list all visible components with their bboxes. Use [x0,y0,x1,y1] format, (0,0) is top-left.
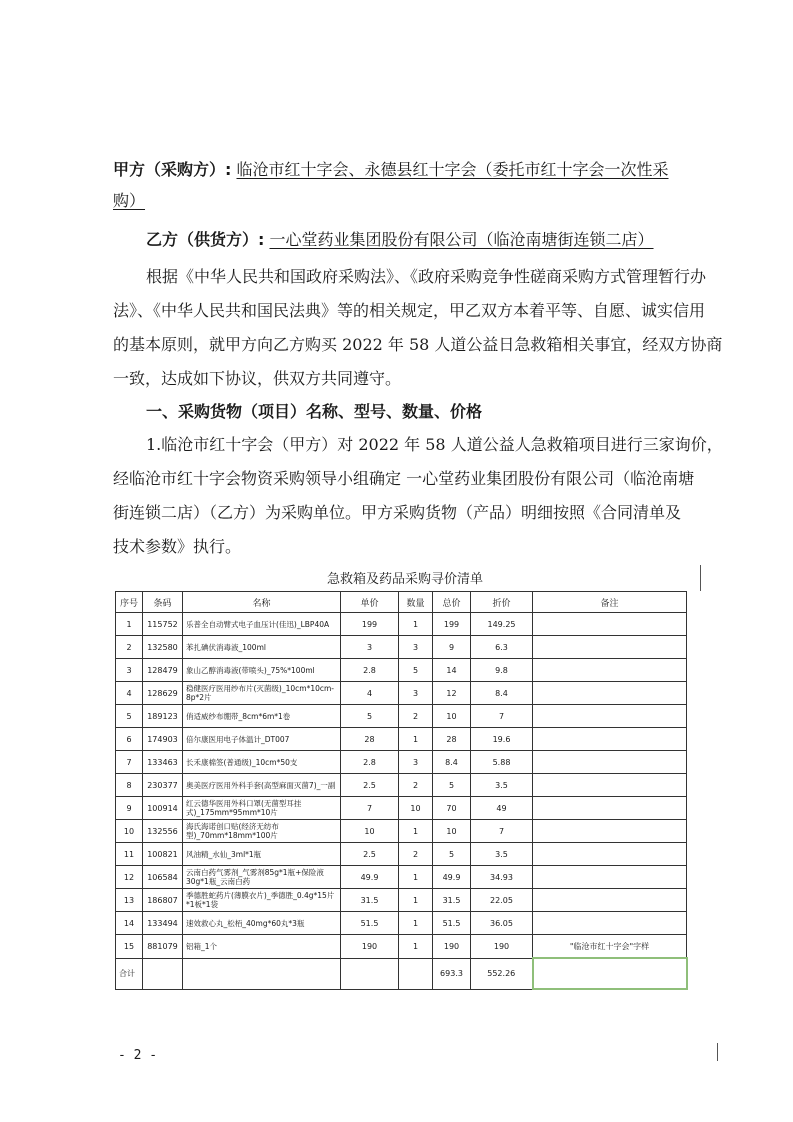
row-total: 10 [433,820,471,843]
row-no: 14 [116,912,143,935]
table-row [116,682,687,705]
note-cell-highlight [533,958,687,989]
row-qty: 2 [399,843,433,866]
row-discount: 49 [471,797,533,820]
row-price: 2.8 [341,751,399,774]
table-row [116,751,687,774]
row-note [533,728,687,751]
row-name: 长禾康棉签(普通级)_10cm*50支 [183,751,341,774]
table-row [116,912,687,935]
row-qty: 10 [399,797,433,820]
party-a-label: 甲方（采购方）: [113,160,232,179]
row-code: 106584 [143,866,183,889]
item1-line: 1.临沧市红十字会（甲方）对 2022 年 58 人道公益人急救箱项目进行三家询价， [146,435,723,454]
table-row [116,843,687,866]
table-row [116,820,687,843]
row-code: 115752 [143,613,183,636]
row-discount: 9.8 [471,659,533,682]
row-price: 7 [341,797,399,820]
party-b-line [146,229,654,251]
row-total: 28 [433,728,471,751]
row-note [533,613,687,636]
row-price: 2.8 [341,659,399,682]
row-name: 季德胜蛇药片(薄膜衣片)_季德胜_0.4g*15片*1板*1袋 [183,889,341,912]
row-name: 倍尔康医用电子体温计_DT007 [183,728,341,751]
row-code: 881079 [143,935,183,959]
header-no: 序号 [116,592,143,613]
row-price: 49.9 [341,866,399,889]
header-name: 名称 [183,592,341,613]
row-note [533,751,687,774]
row-name: 稳健医疗医用纱布片(灭菌级)_10cm*10cm-8p*2片 [183,682,341,705]
party-b-label: 乙方（供货方）: [146,230,265,249]
row-price: 31.5 [341,889,399,912]
row-note [533,774,687,797]
row-no: 1 [116,613,143,636]
empty-cell [143,958,183,989]
row-name: 苯扎碘伏消毒液_100ml [183,636,341,659]
row-note [533,912,687,935]
row-total: 14 [433,659,471,682]
table-title: 急救箱及药品采购寻价清单 [326,572,483,587]
header-discount: 折价 [471,592,533,613]
row-note [533,820,687,843]
row-code: 186807 [143,889,183,912]
row-qty: 1 [399,728,433,751]
row-discount: 19.6 [471,728,533,751]
party-b-name: 一心堂药业集团股份有限公司（临沧南塘街连锁二店） [269,230,654,249]
row-no: 10 [116,820,143,843]
total-sum: 693.3 [433,958,471,989]
row-name: 速效救心丸_松栢_40mg*60丸*3瓶 [183,912,341,935]
table-row [116,659,687,682]
table-header-row [116,592,687,613]
row-price: 3 [341,636,399,659]
row-no: 3 [116,659,143,682]
table-row [116,705,687,728]
page-number: - 2 - [118,1048,158,1063]
row-no: 13 [116,889,143,912]
row-qty: 1 [399,866,433,889]
row-price: 2.5 [341,843,399,866]
row-no: 5 [116,705,143,728]
header-code: 条码 [143,592,183,613]
row-qty: 1 [399,912,433,935]
table-row [116,613,687,636]
row-total: 190 [433,935,471,959]
row-name: 奥美医疗医用外科手套(高型麻面灭菌7)_一副 [183,774,341,797]
party-a-name: 临沧市红十字会、永德县红十字会（委托市红十字会一次性采 [236,160,669,179]
row-price: 5 [341,705,399,728]
row-discount: 34.93 [471,866,533,889]
row-total: 70 [433,797,471,820]
total-label: 合计 [116,958,143,989]
table-row [116,935,687,959]
row-code: 128629 [143,682,183,705]
row-no: 12 [116,866,143,889]
row-name: 乐普全自动臂式电子血压计(佳迅)_LBP40A [183,613,341,636]
row-code: 132556 [143,820,183,843]
intro-line: 根据《中华人民共和国政府采购法》、《政府采购竞争性磋商采购方式管理暂行办 [146,267,707,286]
row-total: 199 [433,613,471,636]
row-name: 铝箱_1个 [183,935,341,959]
row-discount: 6.3 [471,636,533,659]
row-no: 15 [116,935,143,959]
row-name: 海氏海诺创口贴(经济无纺布型)_70mm*18mm*100片 [183,820,341,843]
row-code: 133494 [143,912,183,935]
row-qty: 1 [399,935,433,959]
row-name: 云南白药气雾剂_气雾剂85g*1瓶+保险液30g*1瓶_云南白药 [183,866,341,889]
intro-line: 一致，达成如下协议，供双方共同遵守。 [113,369,402,388]
row-discount: 5.88 [471,751,533,774]
party-a-name-cont: 购） [113,191,146,210]
row-code: 100821 [143,843,183,866]
row-code: 100914 [143,797,183,820]
row-no: 7 [116,751,143,774]
item1-line: 技术参数》执行。 [113,537,242,556]
price-table [115,591,688,990]
row-price: 199 [341,613,399,636]
row-code: 189123 [143,705,183,728]
row-price: 51.5 [341,912,399,935]
row-price: 2.5 [341,774,399,797]
row-total: 51.5 [433,912,471,935]
row-discount: 7 [471,705,533,728]
row-note [533,843,687,866]
row-discount: 3.5 [471,843,533,866]
header-note: 备注 [533,592,687,613]
table-row [116,774,687,797]
row-qty: 3 [399,636,433,659]
edge-mark [717,1043,718,1061]
row-code: 133463 [143,751,183,774]
row-total: 8.4 [433,751,471,774]
row-no: 9 [116,797,143,820]
row-total: 31.5 [433,889,471,912]
row-no: 8 [116,774,143,797]
row-no: 6 [116,728,143,751]
row-note: "临沧市红十字会"字样 [533,935,687,959]
row-price: 190 [341,935,399,959]
row-qty: 1 [399,613,433,636]
section-heading: 一、采购货物（项目）名称、型号、数量、价格 [146,402,483,421]
empty-cell [341,958,399,989]
row-name: 红云德华医用外科口罩(无菌型耳挂式)_175mm*95mm*10片 [183,797,341,820]
row-price: 4 [341,682,399,705]
row-note [533,797,687,820]
row-note [533,705,687,728]
table-row [116,797,687,820]
row-discount: 7 [471,820,533,843]
row-discount: 149.25 [471,613,533,636]
row-total: 5 [433,843,471,866]
row-total: 9 [433,636,471,659]
row-price: 28 [341,728,399,751]
row-no: 4 [116,682,143,705]
table-row [116,728,687,751]
row-total: 10 [433,705,471,728]
row-qty: 3 [399,751,433,774]
row-name: 俏适威纱布绷带_8cm*6m*1卷 [183,705,341,728]
row-no: 11 [116,843,143,866]
table-row [116,636,687,659]
intro-line: 的基本原则，就甲方向乙方购买 2022 年 58 人道公益日急救箱相关事宜，经双方协商 [113,335,723,354]
row-note [533,659,687,682]
row-no: 2 [116,636,143,659]
row-qty: 1 [399,889,433,912]
row-code: 230377 [143,774,183,797]
item1-line: 街连锁二店）（乙方）为采购单位。甲方采购货物（产品）明细按照《合同清单及 [113,503,682,522]
header-price: 单价 [341,592,399,613]
table-row [116,889,687,912]
row-discount: 22.05 [471,889,533,912]
row-discount: 190 [471,935,533,959]
row-discount: 8.4 [471,682,533,705]
header-total: 总价 [433,592,471,613]
header-qty: 数量 [399,592,433,613]
row-qty: 2 [399,705,433,728]
row-note [533,636,687,659]
total-row [116,958,687,989]
row-note [533,889,687,912]
row-qty: 3 [399,682,433,705]
row-qty: 2 [399,774,433,797]
row-code: 128479 [143,659,183,682]
row-discount: 36.05 [471,912,533,935]
row-total: 5 [433,774,471,797]
row-code: 132580 [143,636,183,659]
row-note [533,682,687,705]
empty-cell [399,958,433,989]
table-edge-line [700,565,701,591]
empty-cell [183,958,341,989]
discount-sum: 552.26 [471,958,533,989]
party-a-line [113,159,669,181]
table-row [116,866,687,889]
row-name: 风油精_水仙_3ml*1瓶 [183,843,341,866]
row-discount: 3.5 [471,774,533,797]
row-qty: 5 [399,659,433,682]
row-qty: 1 [399,820,433,843]
row-name: 象山乙醇消毒液(带喷头)_75%*100ml [183,659,341,682]
row-price: 10 [341,820,399,843]
row-total: 49.9 [433,866,471,889]
row-total: 12 [433,682,471,705]
row-note [533,866,687,889]
row-code: 174903 [143,728,183,751]
item1-line: 经临沧市红十字会物资采购领导小组确定 一心堂药业集团股份有限公司（临沧南塘 [113,469,695,488]
intro-line: 法》、《中华人民共和国民法典》等的相关规定，甲乙双方本着平等、自愿、诚实信用 [113,301,706,320]
